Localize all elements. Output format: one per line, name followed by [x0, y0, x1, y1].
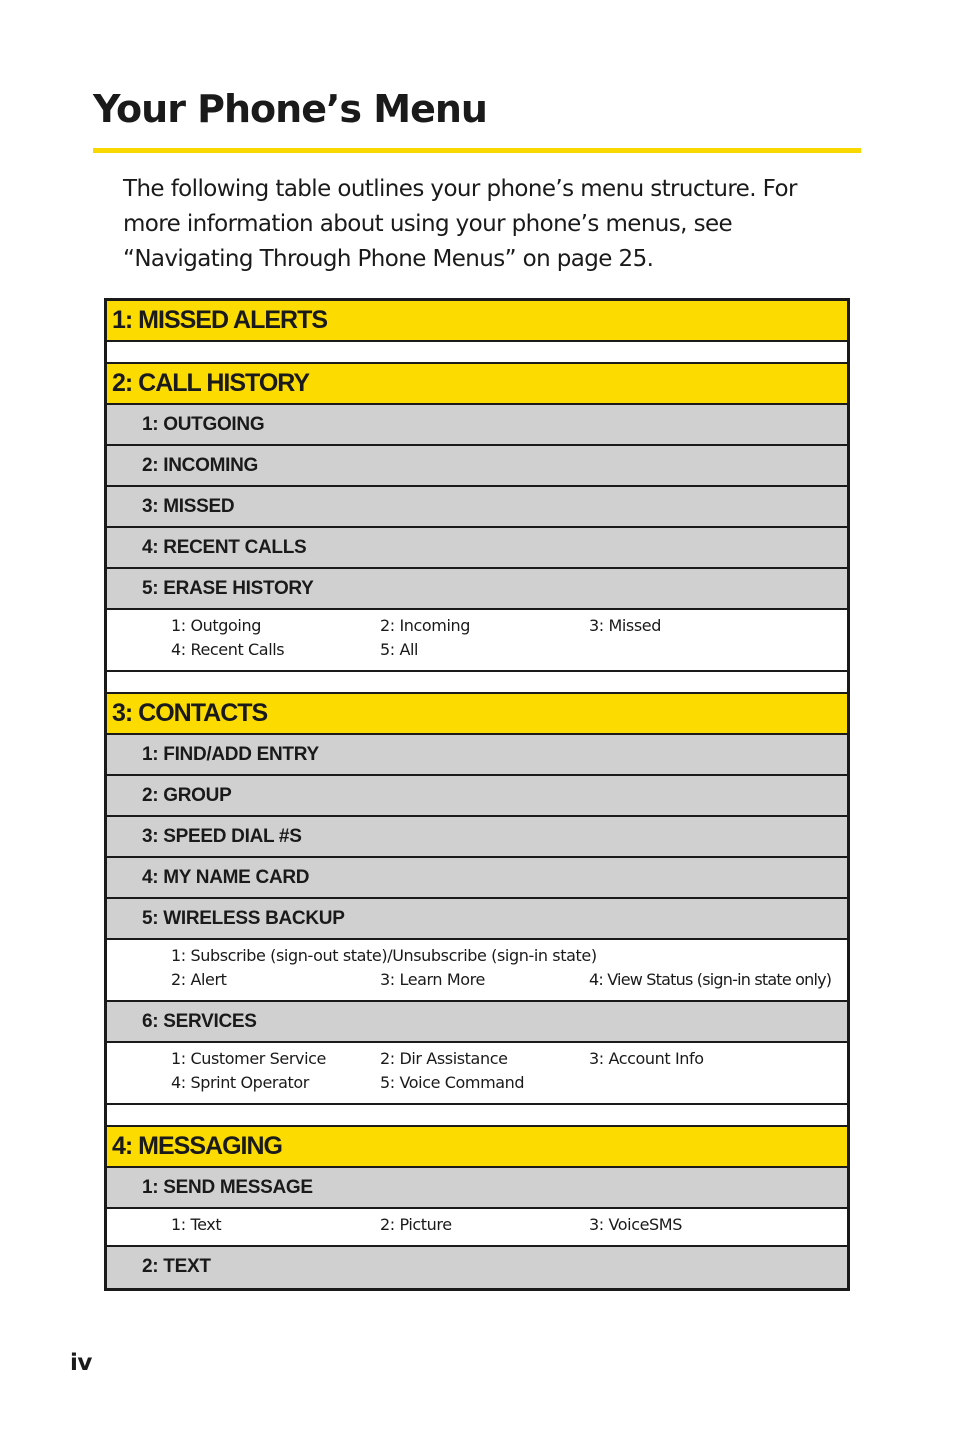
page-title: Your Phone’s Menu — [93, 87, 487, 131]
options-send-message — [107, 1209, 847, 1247]
submenu-outgoing: 1: OUTGOING — [107, 405, 847, 446]
option-item: 3: Missed — [589, 616, 661, 635]
option-item: 4: Recent Calls — [171, 640, 285, 659]
option-item: 5: All — [380, 640, 419, 659]
options-line — [171, 638, 847, 662]
submenu-find-add-entry: 1: FIND/ADD ENTRY — [107, 735, 847, 776]
section-call-history: 2: CALL HISTORY — [107, 364, 847, 405]
option-item: 3: VoiceSMS — [589, 1215, 682, 1234]
options-line — [171, 1213, 847, 1237]
submenu-send-message: 1: SEND MESSAGE — [107, 1168, 847, 1209]
options-line — [171, 1047, 847, 1071]
options-wireless-backup — [107, 940, 847, 1002]
submenu-incoming: 2: INCOMING — [107, 446, 847, 487]
submenu-text: 2: TEXT — [107, 1247, 847, 1288]
submenu-missed: 3: MISSED — [107, 487, 847, 528]
section-messaging: 4: MESSAGING — [107, 1127, 847, 1168]
intro-paragraph: The following table outlines your phone’s menu structure. For more information about using your phone’s menus, see “Navigating Through Phone Menus” on page 25. — [123, 176, 797, 272]
option-item: 5: Voice Command — [380, 1073, 525, 1092]
submenu-services: 6: SERVICES — [107, 1002, 847, 1043]
submenu-speed-dial: 3: SPEED DIAL #S — [107, 817, 847, 858]
option-item: 2: Incoming — [380, 616, 471, 635]
submenu-recent-calls: 4: RECENT CALLS — [107, 528, 847, 569]
option-item: 4: Sprint Operator — [171, 1073, 309, 1092]
section-spacer — [107, 1105, 847, 1127]
option-item: 3: Learn More — [380, 970, 485, 989]
options-services — [107, 1043, 847, 1105]
title-rule — [93, 148, 861, 153]
option-item: 1: Customer Service — [171, 1049, 326, 1068]
option-item: 1: Subscribe (sign-out state)/Unsubscribe (sign-in state) — [171, 946, 597, 965]
options-line — [171, 1071, 847, 1095]
option-item: 1: Outgoing — [171, 616, 261, 635]
submenu-my-name-card: 4: MY NAME CARD — [107, 858, 847, 899]
submenu-wireless-backup: 5: WIRELESS BACKUP — [107, 899, 847, 940]
option-item: 4: View Status (sign-in state only) — [589, 970, 832, 989]
section-missed-alerts: 1: MISSED ALERTS — [107, 301, 847, 342]
options-erase-history — [107, 610, 847, 672]
page-number: iv — [70, 1350, 92, 1376]
submenu-erase-history: 5: ERASE HISTORY — [107, 569, 847, 610]
section-contacts: 3: CONTACTS — [107, 694, 847, 735]
option-item: 3: Account Info — [589, 1049, 704, 1068]
options-line — [171, 968, 847, 992]
option-item: 2: Alert — [171, 970, 227, 989]
submenu-group: 2: GROUP — [107, 776, 847, 817]
option-item: 2: Dir Assistance — [380, 1049, 508, 1068]
menu-table — [104, 298, 850, 1291]
option-item: 1: Text — [171, 1215, 222, 1234]
options-line — [171, 944, 847, 968]
options-line — [171, 614, 847, 638]
section-spacer — [107, 672, 847, 694]
option-item: 2: Picture — [380, 1215, 452, 1234]
section-spacer — [107, 342, 847, 364]
